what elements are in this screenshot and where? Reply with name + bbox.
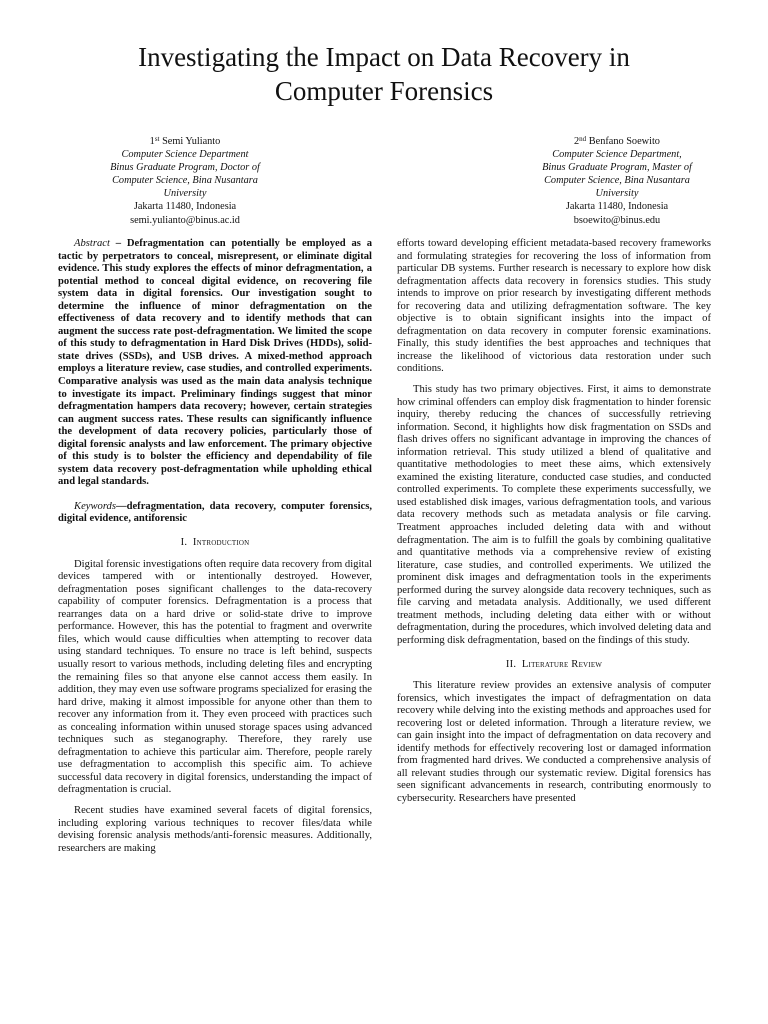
author-name: 2nd Benfano Soewito [574, 135, 660, 147]
keywords-label: Keywords [74, 500, 116, 512]
paragraph: Digital forensic investigations often require data recovery from digital devices tampered with or intentionally destroyed. However, defragmentation poses significant challenges to the data-recovery capability of computer forensics. Defragmentation is a process that rearranges data on a hard drive or solid-state drive to improve performance. However, this has the potential to fragment and overwrite files, which would cause difficulties when attempting to recover data using standard techniques. To ensure no trace is left behind, suspects usually resort to various methods, including deleting files and encrypting the remaining files so that anyone else cannot access them easily. In addition, they may even use software programs specialized for erasing the hard drive, making it almost impossible for anyone other than them to recover any information from it. They even proceed with practices such as concealing information within unused storage spaces using advanced techniques such as steganography. Therefore, they rarely use defragmentation to achieve this particular aim. Therefore, people rarely use defragmentation to accomplish this specific aim. To achieve successful data recovery in digital forensics, understanding the impact of defragmentation is crucial. [58, 558, 372, 796]
author-affiliation-line: Computer Science, Bina Nusantara [544, 175, 690, 187]
paper-title [60, 40, 708, 108]
keywords [58, 501, 372, 526]
author-email: bsoewito@binus.edu [573, 214, 661, 226]
author-department: Computer Science Department, [552, 149, 682, 161]
paper-title-line-2: Computer Forensics [274, 76, 494, 106]
author-affiliation-line: University [595, 188, 639, 200]
author-affiliation-line: University [163, 188, 207, 200]
paragraph: This literature review provides an extensive analysis of computer forensics, which investigates the impact of defragmentation on data recovery while delving into the existing methods and approaches used for recovering lost or deleted information. Through a literature review, we can gain insight into the impact of defragmentation on data recovery and identify methods for effectively recovering lost or damaged information from fragmented hard drives. We conducted a comprehensive analysis of all relevant studies through our systematic review. Digital forensics has seen significant advancements in research, contributing enormously to cybersecurity. Researchers have presented [397, 680, 711, 804]
author-city: Jakarta 11480, Indonesia [133, 201, 237, 213]
author-name: 1st Semi Yulianto [149, 135, 221, 147]
abstract-label: Abstract [74, 238, 110, 249]
author-affiliation-line: Binus Graduate Program, Doctor of [110, 162, 260, 174]
author-city: Jakarta 11480, Indonesia [565, 201, 669, 213]
keywords-text: —defragmentation, data recovery, computer forensics, digital evidence, antiforensic [58, 500, 372, 525]
author-department: Computer Science Department [121, 149, 249, 161]
author-block-1 [70, 133, 300, 227]
section-heading-literature-review: II. Literature Review [505, 658, 603, 670]
abstract: Abstract – Defragmentation can potentially be employed as a tactic by perpetrators to conceal, misrepresent, or eliminate digital evidence. This study explores the effects of minor defragmentation, a potential method to conceal digital evidence, on recovering file system data in digital forensics. Our investigation sought to determine the influence of minor defragmentation on the effectiveness of data recovery and to identify methods that can augment the success rate post-defragmentation. We limited the scope of this study to defragmentation in Hard Disk Drives (HDDs), solid-state drives (SSDs), and USB drives. A mixed-method approach employs a literature review, case studies, and controlled experiments. Comparative analysis was used as the main data analysis technique to investigate its impact. Preliminary findings suggest that minor defragmentation hampers data recovery; however, certain strategies can augment success rates. These results can significantly influence the development of data recovery policies, particularly those of digital forensic analysts and law enforcement. The primary objective of this study is to bolster the efficiency and dependability of file system data recovery post-defragmentation while upholding ethical and legal standards. [58, 238, 373, 488]
paragraph: Recent studies have examined several facets of digital forensics, including exploring various techniques to recover files/data while devising forensic analysis methods/anti-forensic measures. Additionally, researchers are making [58, 804, 372, 854]
section-heading-introduction: I. Introduction [180, 537, 250, 549]
author-affiliation-line: Computer Science, Bina Nusantara [112, 175, 258, 187]
left-column [58, 238, 372, 855]
author-block-2 [502, 133, 732, 227]
author-email: semi.yulianto@binus.ac.id [130, 214, 240, 226]
right-column [397, 238, 711, 806]
author-affiliation-line: Binus Graduate Program, Master of [542, 162, 692, 174]
paragraph: This study has two primary objectives. First, it aims to demonstrate how criminal offenders can employ disk fragmentation to hinder forensic inquiry, thereby reducing the chances of successfully retrieving information. Second, it highlights how disk fragmentation on SSDs and flash drives offers no significant advantage in improving the chances of information retrieval. This study utilized a blend of qualitative and quantitative methodologies to meet these aims, which extensively examined the existing literature, conducted case studies, and conducted controlled experiments. To complete these experiments successfully, we used established disk images, various defragmentation tools, and various data recovery methods such as metadata analysis or file carving. Treatment approaches included deleting data with and without defragmentation. The aim is to fulfill the goals by combining qualitative and quantitative methods via a comprehensive review of existing literature, case studies, and controlled experiments. We utilized the prominent disk images and defragmentation tools in the experiments performed during the survey alongside data recovery techniques, such as file carving and metadata analysis. Additionally, we used different treatment methods, including deleting data either with or without defragmentation, during the procedures, which involved deleting data and performing disk defragmentation, based on the findings of this study. [397, 384, 711, 646]
paragraph: efforts toward developing efficient metadata-based recovery frameworks and formulating strategies for recovering the loss of information from particular DB systems. Further research is necessary to explore how disk defragmentation affects data recovery in forensics studies. This study intends to improve on prior research by investigating different methods for recovering data and utilizing defragmentation software. The key objective is to obtain significant insights into the impact of defragmentation on data recovery in computer forensic examinations. Finally, this study identifies the best approaches and techniques that increase the likelihood of victorious data restoration under such conditions. [397, 238, 711, 375]
abstract-text: Defragmentation can potentially be employed as a tactic by perpetrators to conceal, misrepresent, or eliminate digital evidence. This study explores the effects of minor defragmentation, a potential method to conceal digital evidence, on recovering file system data in digital forensics. Our investigation sought to determine the influence of minor defragmentation on the effectiveness of data recovery and to identify methods that can augment the success rate post-defragmentation. We limited the scope of this study to defragmentation in Hard Disk Drives (HDDs), solid-state drives (SSDs), and USB drives. A mixed-method approach employs a literature review, case studies, and controlled experiments. Comparative analysis was used as the main data analysis technique to investigate its impact. Preliminary findings suggest that minor defragmentation hampers data recovery; however, certain strategies can augment success rates. These results can significantly influence the development of data recovery policies, particularly those of digital forensic analysts and law enforcement. The primary objective of this study is to bolster the efficiency and dependability of file system data recovery post-defragmentation while upholding ethical and legal standards. [58, 238, 373, 488]
paper-title-line-1: Investigating the Impact on Data Recovery in [138, 42, 630, 72]
